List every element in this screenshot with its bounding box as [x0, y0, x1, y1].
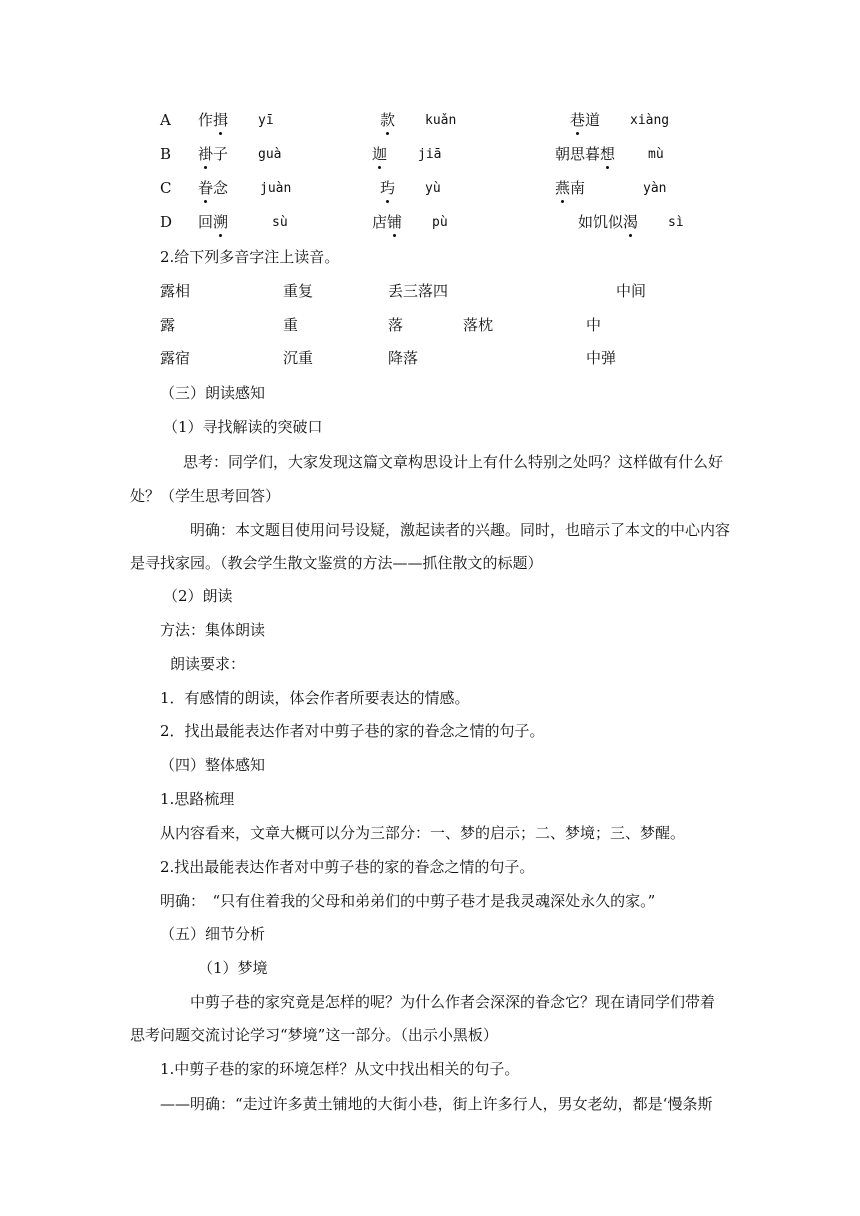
- option-c-pinyin1: juàn: [260, 181, 292, 196]
- option-c-word2: 玙: [380, 179, 396, 197]
- section5-sub1: （1）梦境: [198, 959, 268, 977]
- option-c-pinyin3: yàn: [643, 181, 667, 196]
- section5-heading: （五）细节分析: [160, 925, 266, 943]
- section5-para-line1: 中剪子巷的家究竟是怎样的呢？为什么作者会深深的眷念它？现在请同学们带着: [190, 993, 716, 1011]
- option-c: C: [160, 179, 172, 197]
- option-a: A: [160, 111, 171, 129]
- option-c-word1: 眷念: [198, 179, 229, 197]
- section3-heading: （三）朗读感知: [160, 384, 266, 402]
- option-b-pinyin3: mù: [648, 147, 664, 162]
- option-a-word1: 作揖: [198, 111, 229, 129]
- q2-r2-c5: 中: [586, 316, 602, 334]
- section5-para-line2: 思考问题交流讨论学习“梦境”这一部分。（出示小黑板）: [130, 1026, 498, 1044]
- q2-r3-c1: 露宿: [160, 349, 191, 367]
- option-b-pinyin1: guà: [258, 147, 282, 162]
- section3-req1: 1．有感情的朗读，体会作者所要表达的情感。: [160, 689, 470, 707]
- q2-r2-c1: 露: [160, 316, 176, 334]
- section3-sub1: （1）寻找解读的突破口: [163, 418, 323, 436]
- option-b: B: [160, 145, 172, 163]
- option-d-word1: 回溯: [198, 213, 229, 231]
- option-a-pinyin1: yī: [258, 113, 274, 128]
- section5-question: 1.中剪子巷的家的环境怎样？从文中找出相关的句子。: [160, 1060, 520, 1078]
- section4-p4: 明确： “只有住着我的父母和弟弟们的中剪子巷才是我灵魂深处永久的家。”: [160, 892, 656, 910]
- q2-r3-c3: 降落: [388, 349, 419, 367]
- option-d-word2: 店铺: [372, 213, 403, 231]
- section3-clear-line2: 是寻找家园。（教会学生散文鉴赏的方法——抓住散文的标题）: [130, 554, 543, 572]
- option-c-word3: 燕南: [555, 179, 586, 197]
- section4-p3: 2.找出最能表达作者对中剪子巷的家的眷念之情的句子。: [160, 858, 535, 876]
- option-d-pinyin1: sù: [272, 215, 288, 230]
- option-b-word1: 褂子: [198, 145, 229, 163]
- option-d-pinyin2: pù: [432, 215, 448, 230]
- section3-method: 方法：集体朗读: [160, 621, 266, 639]
- section5-answer: ——明确：“走过许多黄土铺地的大街小巷，街上许多行人，男女老幼，都是‘慢条斯: [160, 1095, 713, 1113]
- option-a-pinyin3: xiàng: [630, 113, 670, 128]
- option-d: D: [160, 213, 173, 231]
- section3-req2: 2．找出最能表达作者对中剪子巷的家的眷念之情的句子。: [160, 722, 545, 740]
- section4-p1: 1.思路梳理: [160, 790, 235, 808]
- q2-r2-c4: 落枕: [463, 316, 494, 334]
- option-b-word2: 迦: [372, 145, 388, 163]
- q2-r1-c2: 重复: [283, 282, 314, 300]
- section3-sub2: （2）朗读: [163, 587, 233, 605]
- q2-r1-c3: 丢三落四: [388, 282, 449, 300]
- q2-r2-c3: 落: [388, 316, 404, 334]
- section4-p2: 从内容看来，文章大概可以分为三部分：一、梦的启示；二、梦境；三、梦醒。: [160, 824, 686, 842]
- option-a-word3: 巷道: [570, 111, 601, 129]
- section3-clear-line1: 明确：本文题目使用问号设疑，激起读者的兴趣。同时，也暗示了本文的中心内容: [190, 521, 731, 539]
- q2-r3-c2: 沉重: [283, 349, 314, 367]
- q2-title: 2.给下列多音字注上读音。: [160, 248, 340, 266]
- option-c-pinyin2: yù: [425, 181, 441, 196]
- option-a-pinyin2: kuǎn: [425, 113, 457, 128]
- q2-r2-c2: 重: [283, 316, 299, 334]
- option-a-word2: 款: [380, 111, 396, 129]
- option-b-pinyin2: jiā: [418, 147, 442, 162]
- section3-think-line2: 处？（学生思考回答）: [130, 487, 281, 505]
- dotted-char: 揖: [213, 111, 229, 129]
- option-b-word3: 朝思暮想: [555, 145, 616, 163]
- option-d-pinyin3: sì: [668, 215, 684, 230]
- q2-r1-c4: 中间: [616, 282, 647, 300]
- q2-r3-c4: 中弹: [586, 349, 617, 367]
- section3-think-line1: 思考：同学们，大家发现这篇文章构思设计上有什么特别之处吗？这样做有什么好: [183, 453, 724, 471]
- q2-r1-c1: 露相: [160, 282, 191, 300]
- section3-req: 朗读要求：: [170, 655, 246, 673]
- option-d-word3: 如饥似渴: [578, 213, 639, 231]
- section4-heading: （四）整体感知: [160, 756, 266, 774]
